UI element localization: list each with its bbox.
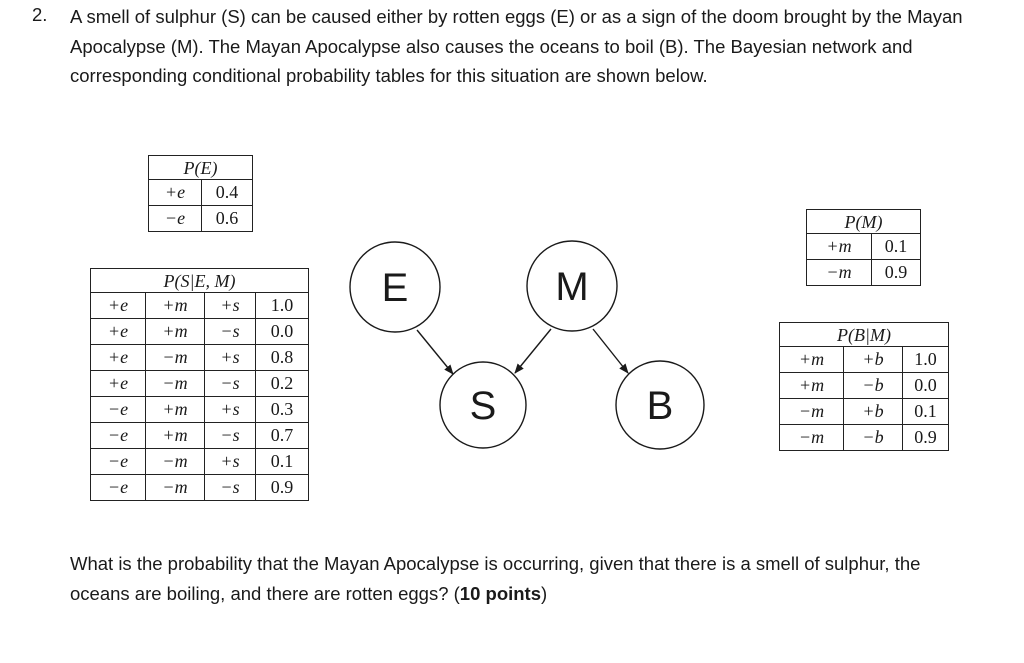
node-b: [616, 361, 704, 449]
table-cell: 0.9: [256, 475, 309, 501]
table-cell: 0.1: [872, 234, 921, 260]
cpt-title: P(S|E, M): [91, 269, 309, 293]
table-cell: −e: [149, 206, 202, 232]
table-cell: +e: [91, 293, 146, 319]
table-row: [91, 449, 309, 475]
table-row: [91, 397, 309, 423]
table-row: [807, 234, 921, 260]
node-s-label: S: [469, 384, 497, 428]
table-cell: 1.0: [256, 293, 309, 319]
table-cell: −s: [205, 319, 256, 345]
table-row: [149, 180, 253, 206]
question-close: ): [541, 582, 548, 604]
cpt-title: P(E): [149, 156, 253, 180]
table-cell: +s: [205, 293, 256, 319]
table-cell: 0.6: [202, 206, 253, 232]
problem-statement: A smell of sulphur (S) can be caused either by rotten eggs (E) or as a sign of the doom brought by the Mayan Apocalypse (M). The Mayan Apocalypse also causes the oceans to boil (B). The Bayesian network and corresponding conditional probability tables for this situation are shown below.: [70, 6, 963, 86]
table-row: [780, 399, 949, 425]
table-cell: +e: [149, 180, 202, 206]
table-cell: +b: [844, 399, 903, 425]
table-cell: +e: [91, 319, 146, 345]
table-cell: −m: [146, 449, 205, 475]
table-row: [149, 206, 253, 232]
cpt-title: P(B|M): [780, 323, 949, 347]
edge-e-to-s: [417, 330, 453, 374]
table-row: [780, 373, 949, 399]
table-cell: +m: [146, 423, 205, 449]
table-row: [91, 475, 309, 501]
table-cell: 0.7: [256, 423, 309, 449]
table-cell: +m: [780, 373, 844, 399]
node-s: [440, 362, 526, 448]
table-cell: −s: [205, 371, 256, 397]
table-cell: 0.4: [202, 180, 253, 206]
table-row: [91, 293, 309, 319]
table-cell: −b: [844, 425, 903, 451]
table-cell: 0.1: [903, 399, 949, 425]
table-cell: −s: [205, 423, 256, 449]
table-cell: 0.9: [903, 425, 949, 451]
table-cell: 0.8: [256, 345, 309, 371]
node-e: [350, 242, 440, 332]
cpt-p-e: [148, 155, 253, 232]
table-cell: +m: [146, 319, 205, 345]
table-cell: −m: [146, 371, 205, 397]
table-cell: 0.1: [256, 449, 309, 475]
table-row: [91, 423, 309, 449]
table-cell: −m: [807, 260, 872, 286]
table-cell: +m: [780, 347, 844, 373]
edge-m-to-b: [593, 329, 628, 373]
node-e-label: E: [381, 266, 409, 310]
table-cell: −s: [205, 475, 256, 501]
table-cell: 0.0: [903, 373, 949, 399]
table-cell: +m: [146, 397, 205, 423]
table-cell: 0.9: [872, 260, 921, 286]
table-cell: +s: [205, 345, 256, 371]
table-cell: +m: [146, 293, 205, 319]
cpt-p-s-given-e-m: [90, 268, 309, 501]
table-cell: +m: [807, 234, 872, 260]
table-cell: −e: [91, 449, 146, 475]
table-cell: −b: [844, 373, 903, 399]
table-row: [91, 319, 309, 345]
table-cell: −m: [146, 345, 205, 371]
cpt-title: P(M): [807, 210, 921, 234]
table-cell: −m: [780, 399, 844, 425]
table-cell: −m: [780, 425, 844, 451]
table-cell: −e: [91, 423, 146, 449]
node-b-label: B: [646, 384, 674, 428]
node-m-label: M: [555, 265, 589, 309]
question-body: What is the probability that the Mayan Apocalypse is occurring, given that there is a smell of sulphur, the oceans are boiling, and there are rotten eggs? (: [70, 553, 921, 604]
table-cell: −e: [91, 475, 146, 501]
table-cell: +s: [205, 397, 256, 423]
problem-number: 2.: [32, 4, 48, 25]
points-label: 10 points: [459, 582, 542, 604]
table-cell: +s: [205, 449, 256, 475]
table-cell: −m: [146, 475, 205, 501]
table-cell: −e: [91, 397, 146, 423]
table-row: [780, 347, 949, 373]
table-row: [91, 345, 309, 371]
table-cell: +b: [844, 347, 903, 373]
table-cell: 0.2: [256, 371, 309, 397]
node-m: [527, 241, 617, 331]
table-row: [780, 425, 949, 451]
table-cell: 0.0: [256, 319, 309, 345]
table-cell: 1.0: [903, 347, 949, 373]
edge-m-to-s: [515, 329, 551, 373]
table-row: [91, 371, 309, 397]
cpt-p-b-given-m: [779, 322, 949, 451]
question-text: [70, 549, 970, 608]
table-cell: +e: [91, 345, 146, 371]
table-cell: 0.3: [256, 397, 309, 423]
table-cell: +e: [91, 371, 146, 397]
table-row: [807, 260, 921, 286]
cpt-p-m: [806, 209, 921, 286]
